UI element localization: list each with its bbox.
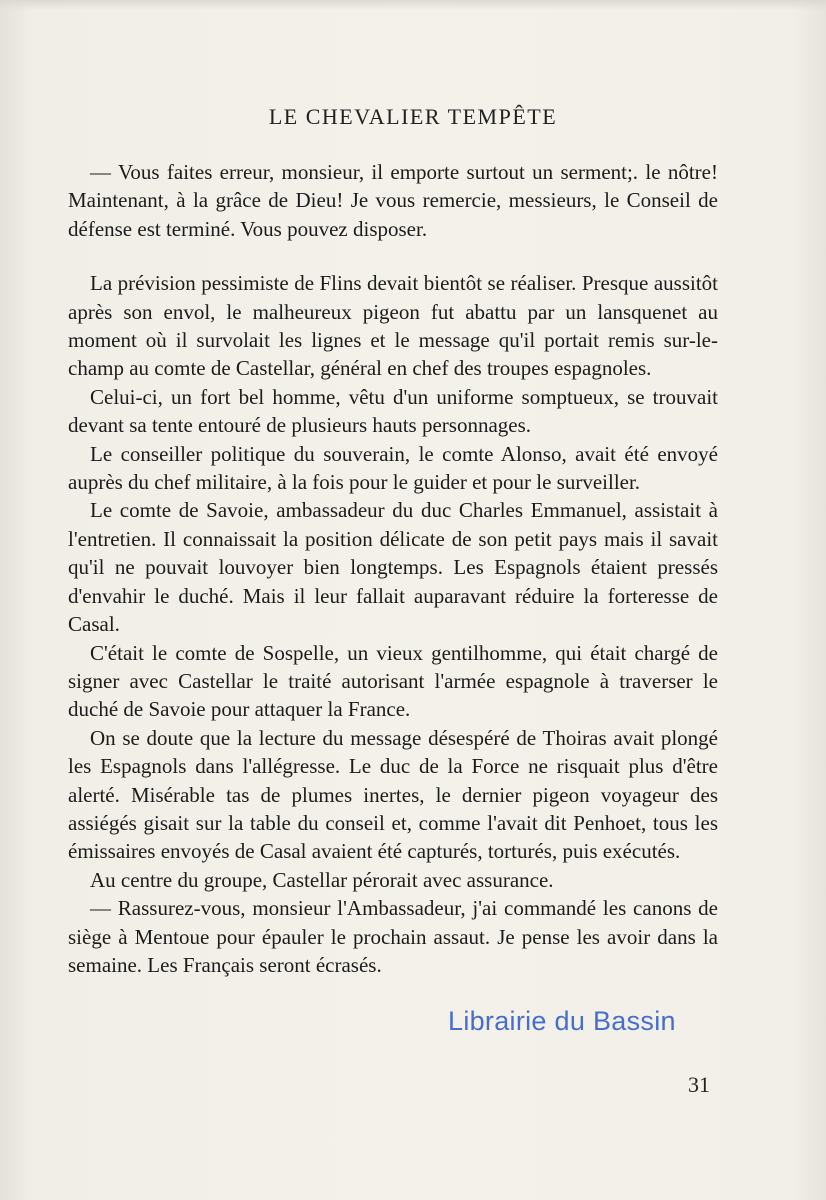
body-text bbox=[68, 158, 718, 979]
paragraph-alonso: Le conseiller politique du souverain, le comte Alonso, avait été envoyé auprès du chef militaire, à la fois pour le guider et pour le surveiller. bbox=[68, 441, 718, 495]
paragraph-prevision: La prévision pessimiste de Flins devait bientôt se réaliser. Presque aussitôt après son envol, le malheureux pigeon fut abattu par un lansquenet au moment où il survolait les lignes et le message qu'il portait remis sur-le-champ au comte de Castellar, général en chef des troupes espagnoles. bbox=[68, 271, 718, 381]
paragraph-castellar: Celui-ci, un fort bel homme, vêtu d'un uniforme somptueux, se trouvait devant sa tente entouré de plusieurs hauts personnages. bbox=[68, 384, 718, 438]
paragraph-dialogue-2: — Rassurez-vous, monsieur l'Ambassadeur, j'ai commandé les canons de siège à Mentoue pour épauler le prochain assaut. Je pense les avoir dans la semaine. Les Français seront écrasés. bbox=[68, 896, 718, 977]
paragraph-centre-groupe: Au centre du groupe, Castellar pérorait avec assurance. bbox=[90, 867, 554, 892]
paragraph-thoiras: On se doute que la lecture du message désespéré de Thoiras avait plongé les Espagnols dans l'allégresse. Le duc de la Force ne risquait plus d'être alerté. Misérable tas de plumes inertes, le dernier pigeon voyageur des assiégés gisait sur la table du conseil et, comme l'avait dit Penhoet, tous les émissaires envoyés de Casal avaient été capturés, torturés, puis exécutés. bbox=[68, 725, 718, 864]
page-edge-shadow bbox=[0, 0, 826, 10]
paragraph-sospelle: C'était le comte de Sospelle, un vieux gentilhomme, qui était chargé de signer avec Castellar le traité autorisant l'armée espagnole à traverser le duché de Savoie pour attaquer la France. bbox=[68, 640, 718, 722]
watermark-text: Librairie du Bassin bbox=[448, 1006, 676, 1036]
paragraph-savoie: Le comte de Savoie, ambassadeur du duc Charles Emmanuel, assistait à l'entretien. Il connaissait la position délicate de son petit pays mais il savait qu'il ne pouvait louvoyer bien longtemps. Les Espagnols étaient pressés d'envahir le duché. Mais il leur fallait auparavant réduire la forteresse de Casal. bbox=[68, 498, 718, 637]
running-title: LE CHEVALIER TEMPÊTE bbox=[268, 104, 558, 129]
page-number: 31 bbox=[688, 1072, 710, 1097]
paragraph-dialogue-1: — Vous faites erreur, monsieur, il emporte surtout un serment;. le nôtre! Maintenant, à la grâce de Dieu! Je vous remercie, messieurs, le Conseil de défense est terminé. Vous pouvez disposer. bbox=[68, 160, 718, 241]
